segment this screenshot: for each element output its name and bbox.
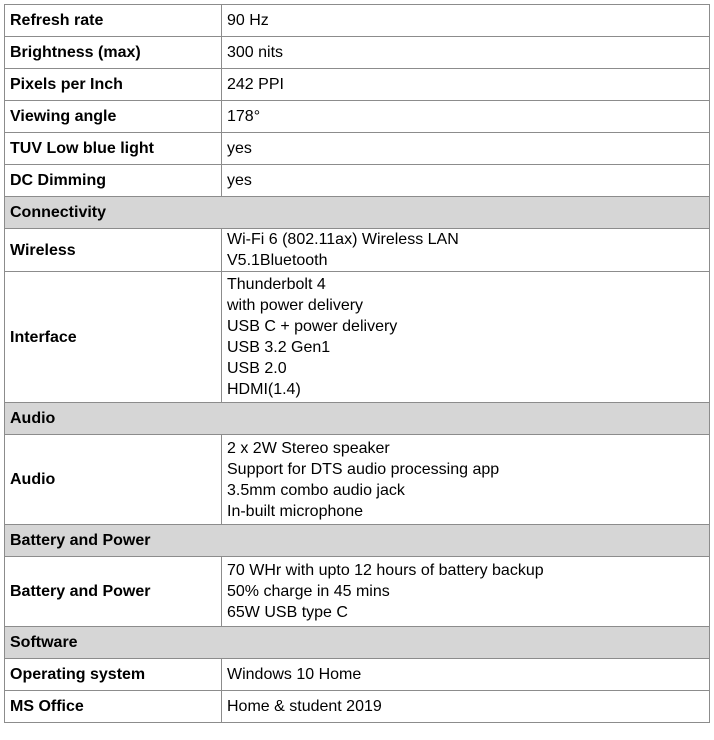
- spec-value: 242 PPI: [222, 69, 710, 101]
- table-row: [5, 165, 710, 197]
- table-row: [5, 659, 710, 691]
- spec-label: Operating system: [5, 659, 222, 691]
- section-header-row: [5, 525, 710, 557]
- spec-value: yes: [222, 165, 710, 197]
- section-title-battery: Battery and Power: [5, 525, 710, 557]
- spec-value: [222, 229, 710, 272]
- section-title-software: Software: [5, 627, 710, 659]
- table-row: [5, 5, 710, 37]
- spec-label: Pixels per Inch: [5, 69, 222, 101]
- spec-value-line: 50% charge in 45 mins: [227, 583, 390, 600]
- section-header-row: [5, 197, 710, 229]
- spec-value-line: USB 3.2 Gen1: [227, 339, 331, 356]
- spec-value-line: USB 2.0: [227, 360, 287, 377]
- table-row: [5, 133, 710, 165]
- spec-label: Refresh rate: [5, 5, 222, 37]
- spec-value-line: Thunderbolt 4: [227, 276, 326, 293]
- spec-value: [222, 435, 710, 525]
- specifications-table: [4, 4, 710, 723]
- spec-value: 178°: [222, 101, 710, 133]
- spec-value-line: 70 WHr with upto 12 hours of battery backup: [227, 562, 544, 579]
- spec-label: Wireless: [5, 229, 222, 272]
- spec-value-line: 3.5mm combo audio jack: [227, 481, 405, 499]
- spec-value: 300 nits: [222, 37, 710, 69]
- spec-label: MS Office: [5, 691, 222, 723]
- spec-label: Viewing angle: [5, 101, 222, 133]
- spec-value: [222, 557, 710, 627]
- spec-value-line: Wi-Fi 6 (802.11ax) Wireless LAN: [227, 231, 459, 248]
- spec-value: Windows 10 Home: [222, 659, 710, 691]
- spec-value: [222, 272, 710, 403]
- table-row: [5, 37, 710, 69]
- spec-label: Audio: [5, 435, 222, 525]
- spec-value-line: V5.1Bluetooth: [227, 252, 328, 269]
- table-row: [5, 272, 710, 403]
- spec-label: Battery and Power: [5, 557, 222, 627]
- spec-value: 90 Hz: [222, 5, 710, 37]
- spec-value-line: HDMI(1.4): [227, 381, 301, 398]
- table-row: [5, 557, 710, 627]
- spec-label: Brightness (max): [5, 37, 222, 69]
- spec-value-line: 65W USB type C: [227, 604, 348, 621]
- table-row: [5, 691, 710, 723]
- section-title-audio: Audio: [5, 403, 710, 435]
- section-header-row: [5, 403, 710, 435]
- table-row: [5, 435, 710, 525]
- spec-label: Interface: [5, 272, 222, 403]
- spec-label: TUV Low blue light: [5, 133, 222, 165]
- spec-value-line: 2 x 2W Stereo speaker: [227, 439, 390, 457]
- table-row: [5, 229, 710, 272]
- table-row: [5, 101, 710, 133]
- spec-label: DC Dimming: [5, 165, 222, 197]
- spec-value-line: Support for DTS audio processing app: [227, 460, 500, 478]
- table-row: [5, 69, 710, 101]
- spec-value-line: with power delivery: [227, 297, 364, 314]
- spec-value-line: In-built microphone: [227, 502, 364, 520]
- spec-value: Home & student 2019: [222, 691, 710, 723]
- section-title-connectivity: Connectivity: [5, 197, 710, 229]
- spec-value-line: USB C + power delivery: [227, 318, 398, 335]
- section-header-row: [5, 627, 710, 659]
- spec-value: yes: [222, 133, 710, 165]
